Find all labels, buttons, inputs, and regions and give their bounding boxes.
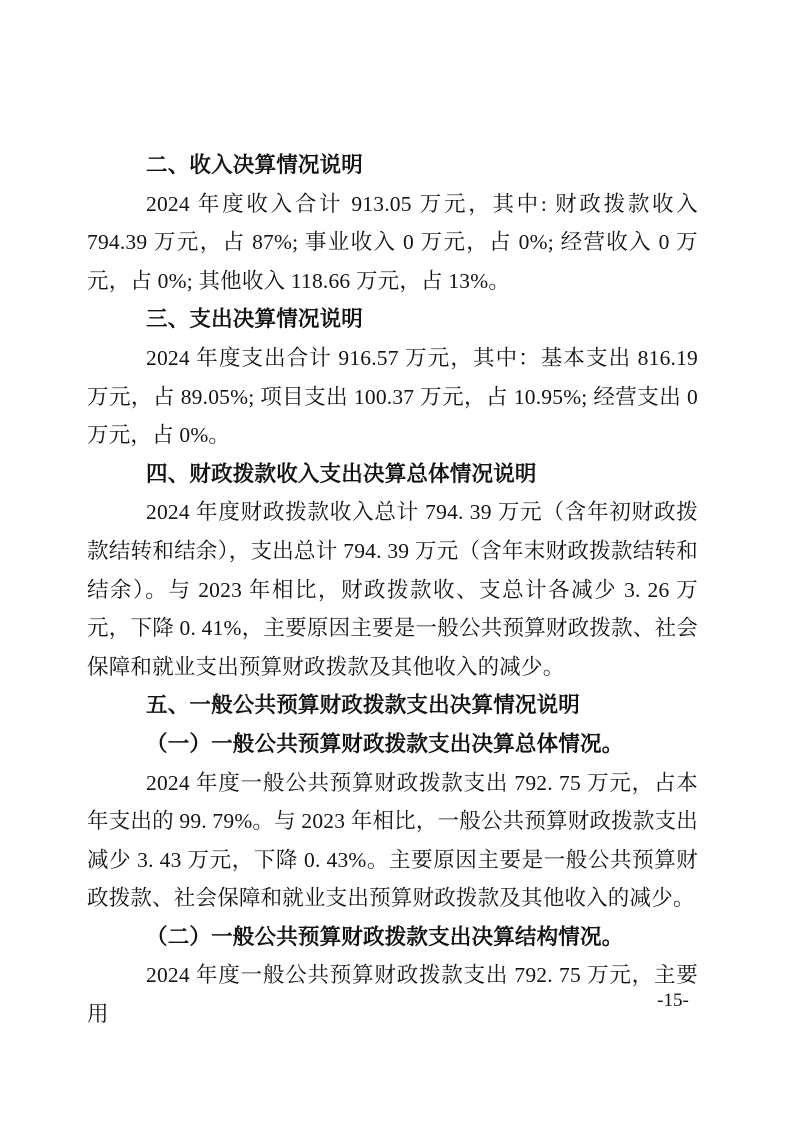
section-heading-general-public-budget: 五、一般公共预算财政拨款支出决算情况说明 <box>146 693 581 718</box>
subheading-overall-situation: （一）一般公共预算财政拨款支出决算总体情况。 <box>146 731 624 756</box>
section-heading-expenditure: 三、支出决算情况说明 <box>146 307 364 332</box>
paragraph-expenditure-summary: 2024 年度支出合计 916.57 万元，其中：基本支出 816.19 万元，占 89.05%; 项目支出 100.37 万元，占 10.95%; 经营支出 0 万元，占 0%。 <box>87 345 698 448</box>
paragraph-structure-situation: 2024 年度一般公共预算财政拨款支出 792. 75 万元，主要用 <box>87 963 698 1027</box>
paragraph-income-summary: 2024 年度收入合计 913.05 万元，其中: 财政拨款收入 794.39 万元，占 87%; 事业收入 0 万元，占 0%; 经营收入 0 万元，占 0%; 其他收入 118.66 万元，占 13%。 <box>87 191 698 293</box>
section-heading-income: 二、收入决算情况说明 <box>146 153 364 177</box>
paragraph-overall-situation: 2024 年度一般公共预算财政拨款支出 792. 75 万元，占本年支出的 99. 79%。与 2023 年相比，一般公共预算财政拨款支出减少 3. 43 万元，下降 0. 43%。主要原因主要是一般公共预算财政拨款、社会保障和就业支出预算财政拨款及其他收入的减少。 <box>87 770 698 911</box>
section-heading-fiscal-appropriation: 四、财政拨款收入支出决算总体情况说明 <box>146 461 537 486</box>
page-number: -15- <box>657 990 689 1011</box>
document-body <box>87 146 698 1034</box>
subheading-structure-situation: （二）一般公共预算财政拨款支出决算结构情况。 <box>146 924 624 949</box>
paragraph-fiscal-appropriation: 2024 年度财政拨款收入总计 794. 39 万元（含年初财政拨款结转和结余），支出总计 794. 39 万元（含年末财政拨款结转和结余）。与 2023 年相比，财政拨款收、支总计各减少 3. 26 万元，下降 0. 41%，主要原因主要是一般公共预算财政拨款、社会保障和就业支出预算财政拨款及其他收入的减少。 <box>87 500 698 679</box>
